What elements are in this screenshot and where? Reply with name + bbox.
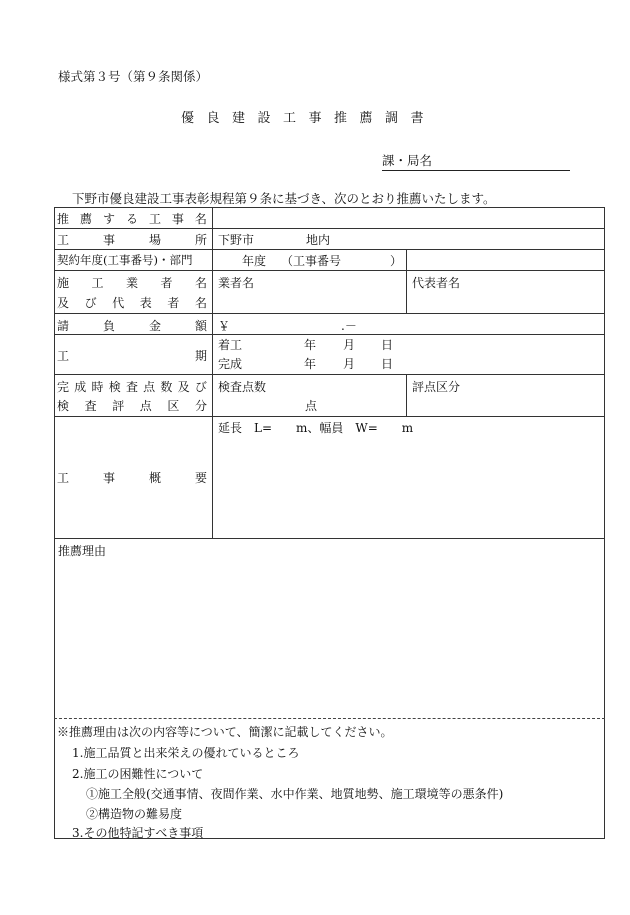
note-item-2-sub1: ①施工全般(交通事情、夜間作業、水中作業、地質地勢、施工環境等の悪条件) — [86, 787, 504, 801]
note-item-2-sub2: ②構造物の難易度 — [86, 807, 183, 821]
notes-divider — [54, 718, 605, 719]
extension-text: 延長 L= m、幅員 W= m — [218, 421, 414, 435]
company-name-label: 業者名 — [218, 276, 255, 290]
fiscal-year-label: 年度 — [242, 254, 267, 268]
end-month-unit: 月 — [343, 357, 356, 371]
end-year-unit: 年 — [304, 357, 317, 371]
intro-text: 下野市優良建設工事表彰規程第９条に基づき、次のとおり推薦いたします。 — [72, 191, 496, 206]
rating-category-label: 評点区分 — [412, 380, 461, 394]
row-divider — [54, 270, 605, 271]
reason-field[interactable] — [58, 559, 598, 709]
note-item-3: 3.その他特記すべき事項 — [72, 826, 204, 840]
column-divider — [406, 249, 407, 313]
start-label: 着工 — [218, 338, 243, 352]
inspection-label-1: 完 成 時 検 査 点 数 及 び — [57, 380, 207, 394]
inspection-label-2: 検 査 評 点 区 分 — [57, 399, 207, 413]
column-divider — [212, 207, 213, 538]
row-divider — [54, 228, 605, 229]
recommendation-form — [54, 207, 605, 839]
contract-label: 契約年度(工事番号)・部門 — [57, 253, 193, 267]
work-number-close: ） — [390, 254, 403, 268]
representative-label: 代表者名 — [412, 276, 461, 290]
page-title: 優良建設工事推薦調書 — [181, 111, 437, 126]
amount-label: 請 負 金 額 — [57, 319, 207, 333]
work-name-field[interactable] — [215, 210, 600, 226]
work-number-open: （工事番号 — [281, 254, 342, 268]
work-name-label: 推 薦 す る 工 事 名 — [57, 212, 207, 226]
location-city: 下野市 — [218, 233, 255, 247]
end-day-unit: 日 — [381, 357, 394, 371]
contractor-label-2: 及 び 代 表 者 名 — [57, 296, 207, 310]
start-day-unit: 日 — [381, 338, 394, 352]
contractor-label-1: 施 工 業 者 名 — [57, 276, 207, 290]
yen-sign: ￥ — [218, 319, 231, 333]
row-divider — [54, 416, 605, 417]
location-label: 工 事 場 所 — [57, 233, 207, 247]
period-label: 工 期 — [57, 349, 207, 363]
overview-label: 工 事 概 要 — [57, 471, 207, 485]
row-divider — [54, 313, 605, 314]
column-divider — [406, 374, 407, 416]
department-name-field[interactable]: 課・局名 — [382, 151, 570, 171]
row-divider — [54, 374, 605, 375]
amount-suffix: .－ — [341, 319, 357, 333]
points-unit: 点 — [305, 399, 318, 413]
inspection-score-label: 検査点数 — [218, 380, 267, 394]
row-divider — [54, 538, 605, 539]
note-item-1: 1.施工品質と出来栄えの優れているところ — [72, 746, 300, 760]
start-year-unit: 年 — [304, 338, 317, 352]
notes-heading: ※推薦理由は次の内容等について、簡潔に記載してください。 — [57, 725, 393, 739]
form-number: 様式第３号（第９条関係） — [58, 69, 209, 84]
end-label: 完成 — [218, 357, 243, 371]
reason-label: 推薦理由 — [58, 544, 107, 558]
row-divider — [54, 334, 605, 335]
start-month-unit: 月 — [343, 338, 356, 352]
row-divider — [54, 249, 605, 250]
location-area: 地内 — [306, 233, 331, 247]
note-item-2: 2.施工の困難性について — [72, 767, 204, 781]
